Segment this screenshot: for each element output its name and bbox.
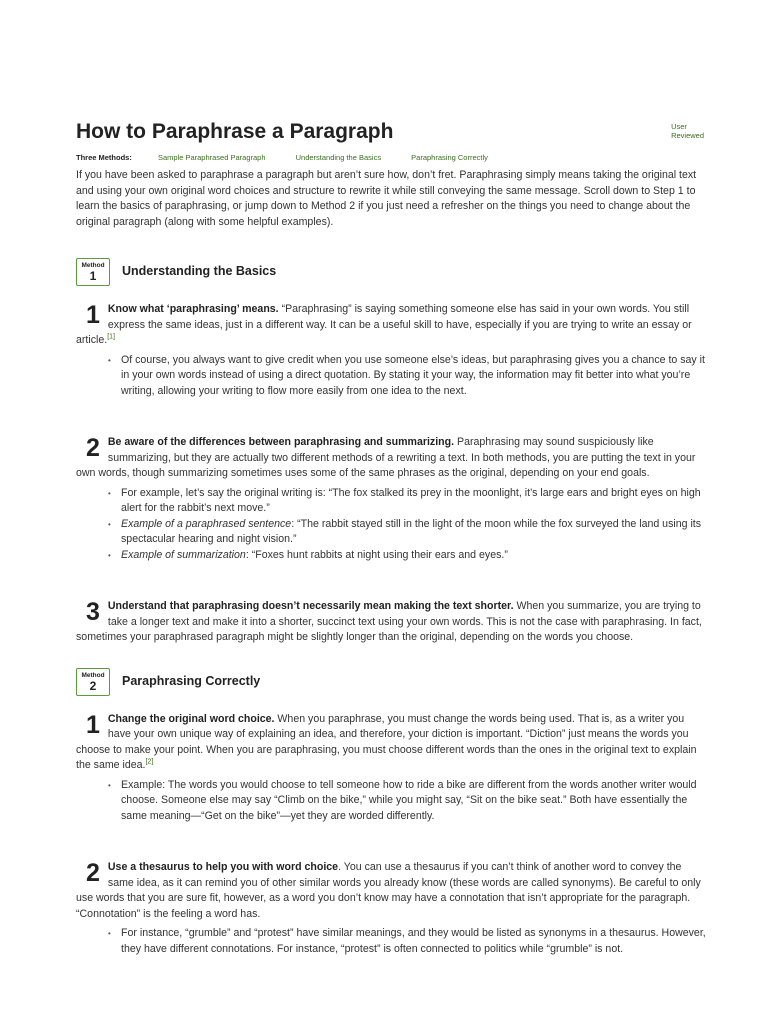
method-1-header: [76, 258, 708, 288]
intro-paragraph: If you have been asked to paraphrase a paragraph but aren’t sure how, don’t fret. Paraphrasing simply means taking the original text and using your own original word choices and structure to rewrite it while still conveying the same message. Scroll down to Step 1 to learn the basics of paraphrasing, or jump down to Method 2 if you just need a refresher on the things you need to change about the original paragraph (along with some helpful examples).: [76, 169, 697, 228]
step-number: 1: [86, 710, 100, 739]
method-label: Method: [81, 671, 105, 679]
method-1-title: Understanding the Basics: [122, 264, 277, 278]
bullet-text: : “The rabbit stayed still in the light of the moon while the fox surveyed the land using its spectacular hearing and night vision.”: [121, 517, 702, 545]
step-bullets: [76, 486, 708, 564]
methods-label: Three Methods:: [76, 153, 132, 162]
step-body: “Paraphrasing” is saying something someone else has said in your own words. You still express the same ideas, just in a different way. It can be a useful skill to have, especially if you are trying to write an essay or article.: [76, 303, 692, 346]
step-number: 3: [86, 598, 100, 626]
method-link-sample[interactable]: Sample Paraphrased Paragraph: [157, 153, 266, 162]
method-link-correctly[interactable]: Paraphrasing Correctly: [411, 153, 488, 162]
step-bullets: [76, 778, 708, 825]
article: [76, 118, 708, 957]
method-1-step-2: [76, 435, 708, 563]
method-number: 2: [89, 678, 97, 693]
bullet-item: • For instance, “grumble” and “protest” have similar meanings, and they would be listed as synonyms in a thesaurus. However, they have different connotations. For instance, “protest” is often connected to politics while “grumble” is not.: [121, 926, 708, 957]
step-headline: Be aware of the differences between paraphrasing and summarizing.: [107, 436, 455, 448]
bullet-item: [121, 517, 708, 548]
page-title: How to Paraphrase a Paragraph: [76, 120, 394, 143]
step-body: When you summarize, you are trying to take a longer text and make it into a shorter, succinct text using your own words. This is not the case with paraphrasing. In fact, sometimes your paraphrased paragraph might be slightly longer than the original, depending on the words you choose.: [76, 600, 702, 643]
user-reviewed-badge[interactable]: [671, 122, 704, 140]
step-text: [76, 302, 708, 349]
bullet-item: • Of course, you always want to give credit when you use someone else’s ideas, but paraphrasing gives you a chance to say it in your own words instead of using a direct quotation. By stating it your way, the information may fit better into what you’re writing, allowing your writing to flow more easily from one idea to the next.: [121, 353, 708, 400]
reference-link[interactable]: [1]: [107, 333, 115, 341]
method-2-step-2: [76, 860, 708, 957]
method-2-badge: [76, 668, 110, 696]
bullet-emphasis: Example of a paraphrased sentence: [121, 517, 292, 530]
method-link-basics[interactable]: Understanding the Basics: [295, 153, 382, 162]
method-1-badge: [76, 258, 110, 286]
step-headline: Know what ‘paraphrasing’ means.: [107, 303, 279, 315]
step-headline: Understand that paraphrasing doesn’t necessarily mean making the text shorter.: [107, 600, 514, 612]
step-body: Paraphrasing may sound suspiciously like summarizing, but they are actually two different methods of a rewriting a text. In both methods, you are putting the text in your own words, though summarizing sometimes uses some of the same phrases as the original, depending on your end goals.: [76, 436, 696, 479]
method-2-step-1: [76, 712, 708, 825]
step-number: 1: [86, 301, 100, 329]
reference-link[interactable]: [2]: [145, 758, 154, 766]
step-body: When you paraphrase, you must change the words being used. That is, as a writer you have your own unique way of explaining an idea, and therefore, your diction is important. “Diction” just means the words you choose to make your point. When you are paraphrasing, you must choose different words than the ones in the original text to explain the same idea.: [76, 712, 697, 771]
step-text: [76, 599, 708, 646]
method-1-step-1: [76, 302, 708, 399]
bullet-text: : “Foxes hunt rabbits at night using their ears and eyes.”: [245, 548, 508, 561]
methods-nav: [76, 152, 708, 168]
badge-line-1: User: [671, 122, 687, 131]
bullet-item: • For example, let’s say the original writing is: “The fox stalked its prey in the moonlight, it’s large ears and bright eyes on high alert for the rabbit’s next move.”: [121, 486, 708, 517]
bullet-emphasis: Example of summarization: [121, 548, 246, 561]
step-bullets: [76, 926, 708, 957]
step-body: . You can use a thesaurus if you can’t think of another word to convey the same idea, as it can remind you of other similar words you already know (these words are called synonyms). Be careful to only use words that you are sure fit, however, as a word you don’t know may have a connotation that isn’t appropriate for the paragraph. “Connotation” is the feeling a word has.: [76, 861, 701, 920]
method-label: Method: [81, 262, 105, 269]
step-bullets: [76, 353, 708, 400]
step-headline: Use a thesaurus to help you with word choice: [107, 861, 339, 873]
method-number: 1: [89, 269, 97, 283]
badge-line-2: Reviewed: [671, 131, 704, 140]
title-row: [76, 118, 708, 152]
step-number: 2: [86, 434, 100, 462]
method-1-step-3: [76, 599, 708, 646]
step-text: [76, 860, 708, 922]
method-2-header: [76, 668, 708, 698]
bullet-item: [121, 548, 708, 564]
step-number: 2: [86, 859, 100, 887]
step-headline: Change the original word choice.: [107, 712, 275, 725]
step-text: [76, 712, 708, 774]
method-2-title: Paraphrasing Correctly: [122, 673, 261, 688]
step-text: [76, 435, 708, 482]
bullet-item: • Example: The words you would choose to tell someone how to ride a bike are different from the words another writer would choose. Someone else may say “Climb on the bike,” while you might say, “Sit on the bike seat.” Both have essentially the same meaning—“Get on the bike”—yet they are worded differently.: [121, 778, 708, 825]
